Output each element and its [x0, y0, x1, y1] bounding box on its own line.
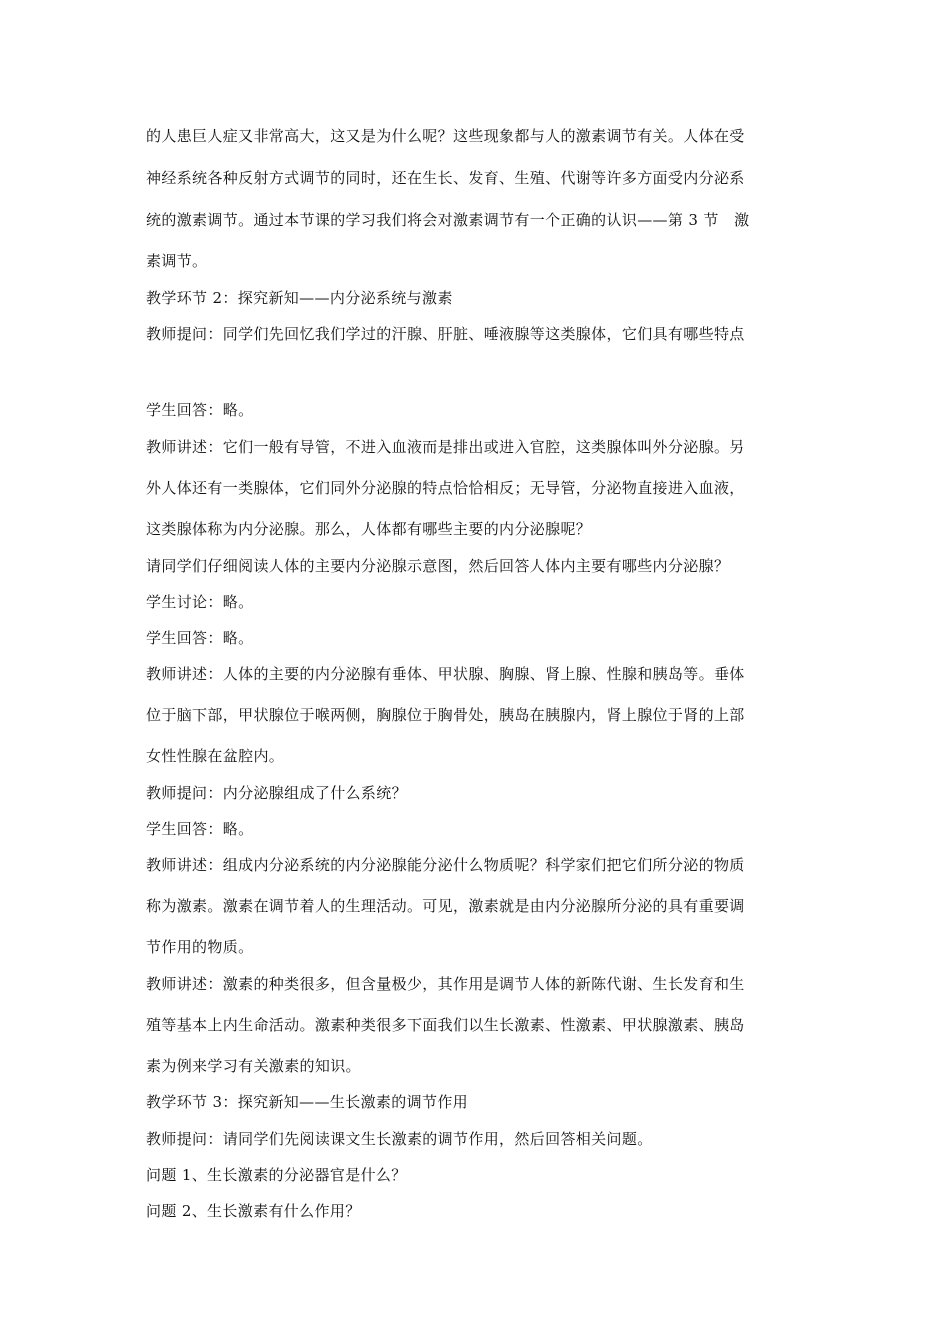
- text-line: 素调节。: [146, 252, 208, 270]
- text-line: 神经系统各种反射方式调节的同时，还在生长、发育、生殖、代谢等许多方面受内分泌系: [146, 169, 745, 187]
- text-line: 学生回答：略。: [146, 401, 254, 419]
- text-line: 学生回答：略。: [146, 629, 254, 647]
- text-line: 位于脑下部，甲状腺位于喉两侧，胸腺位于胸骨处，胰岛在胰腺内，肾上腺位于肾的上部: [146, 706, 745, 724]
- text-line: 教师讲述：组成内分泌系统的内分泌腺能分泌什么物质呢？科学家们把它们所分泌的物质: [146, 856, 745, 874]
- text-line: 教师提问：内分泌腺组成了什么系统？: [146, 784, 407, 802]
- text-line: 问题 2、生长激素有什么作用？: [146, 1202, 361, 1220]
- text-line: 女性性腺在盆腔内。: [146, 747, 285, 765]
- text-line: 统的激素调节。通过本节课的学习我们将会对激素调节有一个正确的认识——第 3 节 激: [146, 211, 750, 229]
- text-line: 教师提问：请同学们先阅读课文生长激素的调节作用，然后回答相关问题。: [146, 1130, 653, 1148]
- text-line: 教师讲述：激素的种类很多，但含量极少，其作用是调节人体的新陈代谢、生长发育和生: [146, 975, 745, 993]
- text-line: 的人患巨人症又非常高大，这又是为什么呢？这些现象都与人的激素调节有关。人体在受: [146, 127, 745, 145]
- text-line: 外人体还有一类腺体，它们同外分泌腺的特点恰恰相反；无导管，分泌物直接进入血液，: [146, 479, 745, 497]
- text-line: 学生讨论：略。: [146, 593, 254, 611]
- text-line: 素为例来学习有关激素的知识。: [146, 1057, 361, 1075]
- text-line: 殖等基本上内生命活动。激素种类很多下面我们以生长激素、性激素、甲状腺激素、胰岛: [146, 1016, 745, 1034]
- text-line: 教师提问：同学们先回忆我们学过的汗腺、肝脏、唾液腺等这类腺体，它们具有哪些特点: [146, 325, 745, 343]
- text-line: 问题 1、生长激素的分泌器官是什么？: [146, 1166, 407, 1184]
- text-line: 这类腺体称为内分泌腺。那么，人体都有哪些主要的内分泌腺呢？: [146, 520, 592, 538]
- text-line: 请同学们仔细阅读人体的主要内分泌腺示意图，然后回答人体内主要有哪些内分泌腺？: [146, 557, 730, 575]
- text-line: 节作用的物质。: [146, 938, 254, 956]
- text-line: 称为激素。激素在调节着人的生理活动。可见，激素就是由内分泌腺所分泌的具有重要调: [146, 897, 745, 915]
- text-line: 教师讲述：它们一般有导管，不进入血液而是排出或进入官腔，这类腺体叫外分泌腺。另: [146, 438, 745, 456]
- section-heading: 教学环节 3：探究新知——生长激素的调节作用: [146, 1093, 469, 1111]
- section-heading: 教学环节 2：探究新知——内分泌系统与激素: [146, 289, 453, 307]
- text-line: 学生回答：略。: [146, 820, 254, 838]
- text-line: 教师讲述：人体的主要的内分泌腺有垂体、甲状腺、胸腺、肾上腺、性腺和胰岛等。垂体: [146, 665, 745, 683]
